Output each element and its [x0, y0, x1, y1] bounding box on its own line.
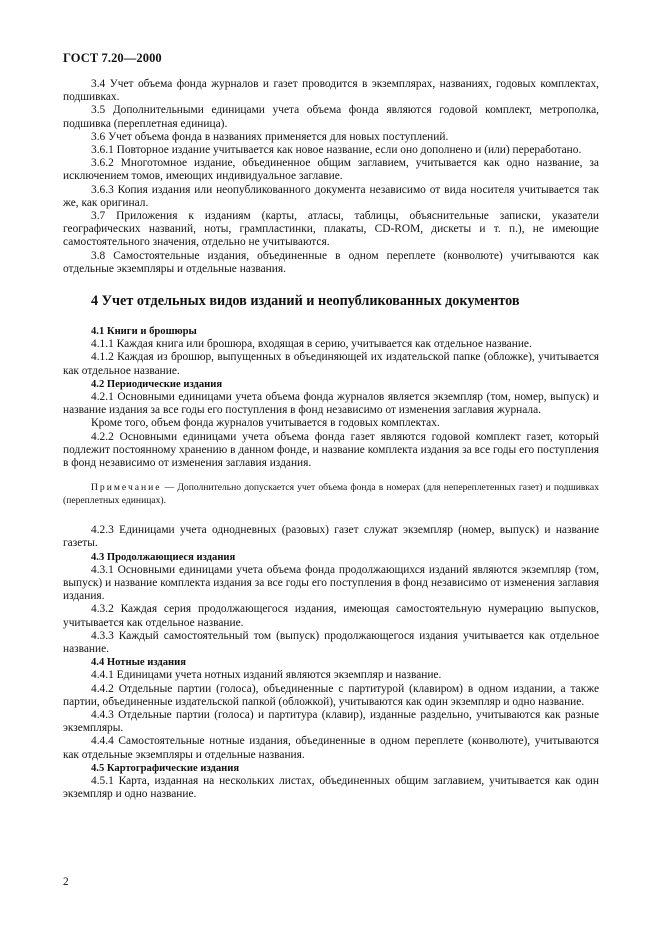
paragraph-4-3-3: 4.3.3 Каждый самостоятельный том (выпуск) продолжающегося издания учитывается как отдельное название. — [63, 629, 599, 655]
subsection-4-2-title: 4.2 Периодические издания — [91, 378, 223, 390]
paragraph-4-1-1: 4.1.1 Каждая книга или брошюра, входящая в серию, учитывается как отдельное название. — [91, 338, 532, 351]
paragraph-3-5: 3.5 Дополнительными единицами учета объема фонда являются годовой комплект, метрополка, подшивка (переплетная единица). — [63, 104, 599, 130]
subsection-4-4-title: 4.4 Нотные издания — [91, 657, 186, 669]
paragraph-4-4-2: 4.4.2 Отдельные партии (голоса), объединенные с партитурой (клавиром) в одном издании, а также партии, объединенные издательской папкой (обложкой), учитываются как один экземпляр и одно название. — [63, 682, 599, 708]
paragraph-3-6-2: 3.6.2 Многотомное издание, объединенное общим заглавием, учитывается как одно название, за исключением томов, имеющих индивидуальное заглавие. — [63, 157, 599, 183]
subsection-4-3-title: 4.3 Продолжающиеся издания — [91, 551, 236, 563]
note — [63, 482, 599, 507]
page-number: 2 — [63, 876, 69, 888]
paragraph-4-2-1: 4.2.1 Основными единицами учета объема фонда журналов является экземпляр (том, номер, выпуск) и название издания за все годы его поступления в фонд независимо от изменения заглавия журнала. — [63, 391, 599, 417]
note-text: — Дополнительно допускается учет объема фонда в номерах (для непереплетенных газет) и подшивках (переплетных единицах). — [63, 482, 599, 506]
paragraph-4-3-2: 4.3.2 Каждая серия продолжающегося издания, имеющая самостоятельную нумерацию выпусков, учитывается как отдельное название. — [63, 603, 599, 629]
paragraph-4-2-2: 4.2.2 Основными единицами учета объема фонда газет являются годовой комплект газет, который подлежит постоянному хранению в данном фонде, и название комплекта издания за все годы его поступления в фонд независимо от изменения заглавия издания. — [63, 430, 599, 470]
paragraph-4-1-2: 4.1.2 Каждая из брошюр, выпущенных в объединяющей их издательской папке (обложке), учитывается как отдельное название. — [63, 351, 599, 377]
section-4-heading: 4 Учет отдельных видов изданий и неопубликованных документов — [91, 293, 520, 310]
page-body — [63, 78, 599, 801]
paragraph-4-3-1: 4.3.1 Основными единицами учета объема фонда продолжающихся изданий являются экземпляр (том, выпуск) и название комплекта издания за все годы его поступления в фонд независимо от изменения заглавия издания. — [63, 563, 599, 603]
paragraph-4-5-1: 4.5.1 Карта, изданная на нескольких листах, объединенных общим заглавием, учитывается как один экземпляр и одно название. — [63, 774, 599, 801]
paragraph-4-4-4: 4.4.4 Самостоятельные нотные издания, объединенные в одном переплете (конволюте), учитываются как отдельные экземпляры и отдельные названия. — [63, 735, 599, 761]
subsection-4-5-title: 4.5 Картографические издания — [91, 762, 240, 774]
paragraph-3-6-3: 3.6.3 Копия издания или неопубликованного документа независимо от вида носителя учитывается так же, как оригинал. — [63, 183, 599, 209]
paragraph-3-4: 3.4 Учет объема фонда журналов и газет проводится в экземплярах, названиях, годовых комплектах, подшивках. — [63, 78, 599, 104]
standard-header: ГОСТ 7.20—2000 — [63, 51, 162, 65]
paragraph-3-7: 3.7 Приложения к изданиям (карты, атласы, таблицы, объяснительные записки, указатели географических названий, ноты, грампластинки, плакаты, CD-ROM, дискеты и т. п.), не имеющие самостоятельного значения, отдельно не учитываются. — [63, 210, 599, 249]
paragraph-4-2-3: 4.2.3 Единицами учета однодневных (разовых) газет служат экземпляр (номер, выпуск) и название газеты. — [63, 524, 599, 550]
paragraph-3-6-1: 3.6.1 Повторное издание учитывается как новое название, если оно дополнено и (или) переработано. — [91, 144, 582, 157]
note-label: Примечание — [91, 482, 162, 494]
paragraph-4-4-1: 4.4.1 Единицами учета нотных изданий являются экземпляр и название. — [91, 669, 442, 682]
paragraph-3-8: 3.8 Самостоятельные издания, объединенные в одном переплете (конволюте) учитываются как отдельные экземпляры и отдельные названия. — [63, 249, 599, 275]
paragraph-4-2-1-continued: Кроме того, объем фонда журналов учитывается в годовых комплектах. — [91, 417, 440, 430]
paragraph-4-4-3: 4.4.3 Отдельные партии (голоса) и партитура (клавир), изданные раздельно, учитываются как разные экземпляры. — [63, 708, 599, 735]
paragraph-3-6: 3.6 Учет объема фонда в названиях применяется для новых поступлений. — [91, 130, 449, 143]
subsection-4-1-title: 4.1 Книги и брошюры — [91, 326, 197, 338]
